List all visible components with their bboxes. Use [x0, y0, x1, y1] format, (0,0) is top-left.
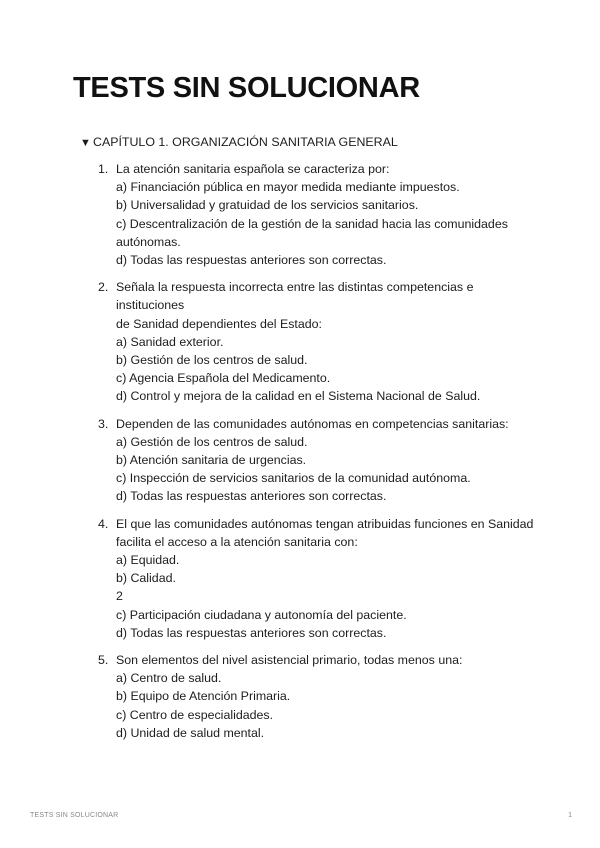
question-text: El que las comunidades autónomas tengan atribuidas funciones en Sanidad — [116, 516, 534, 531]
triangle-down-icon[interactable]: ▼ — [80, 137, 91, 149]
question-item — [98, 651, 538, 742]
question-text: La atención sanitaria española se caracteriza por: — [116, 162, 390, 176]
answer-option: c) Participación ciudadana y autonomía del paciente. — [116, 607, 407, 622]
question-list — [98, 160, 538, 751]
question-text: Son elementos del nivel asistencial primario, todas menos una: — [116, 653, 463, 668]
answer-option: b) Gestión de los centros de salud. — [116, 353, 308, 368]
answer-option: c) Centro de especialidades. — [116, 707, 274, 722]
answer-option: d) Todas las respuestas anteriores son correctas. — [116, 489, 387, 504]
stray-text: 2 — [116, 589, 123, 604]
page-title: TESTS SIN SOLUCIONAR — [73, 72, 420, 104]
question-text: facilita el acceso a la atención sanitaria con: — [116, 534, 358, 549]
answer-option: c) Agencia Española del Medicamento. — [116, 371, 331, 386]
answer-option: a) Centro de salud. — [116, 671, 222, 686]
page-number: 1 — [568, 812, 572, 819]
question-number: 4. — [98, 516, 109, 531]
answer-option: d) Control y mejora de la calidad en el Sistema Nacional de Salud. — [116, 389, 481, 404]
chapter-toggle[interactable] — [80, 135, 398, 149]
question-text: Dependen de las comunidades autónomas en competencias sanitarias: — [116, 416, 509, 431]
answer-option: d) Todas las respuestas anteriores son correctas. — [116, 625, 387, 640]
answer-option: b) Atención sanitaria de urgencias. — [116, 453, 307, 468]
chapter-title: CAPÍTULO 1. ORGANIZACIÓN SANITARIA GENERAL — [93, 135, 398, 149]
question-number: 5. — [98, 653, 109, 668]
answer-option: a) Equidad. — [116, 553, 180, 568]
answer-option: a) Financiación pública en mayor medida mediante impuestos. — [116, 180, 460, 195]
answer-option: c) Inspección de servicios sanitarios de la comunidad autónoma. — [116, 471, 471, 486]
question-number: 1. — [98, 162, 109, 176]
answer-option: a) Gestión de los centros de salud. — [116, 434, 308, 449]
question-number: 3. — [98, 416, 109, 431]
answer-option: b) Calidad. — [116, 571, 176, 586]
answer-option: d) Unidad de salud mental. — [116, 725, 265, 740]
answer-option: b) Equipo de Atención Primaria. — [116, 689, 291, 704]
answer-option: c) Descentralización de la gestión de la sanidad hacia las comunidades autónomas. — [116, 216, 508, 249]
footer-title: TESTS SIN SOLUCIONAR — [30, 812, 119, 819]
question-number: 2. — [98, 280, 109, 295]
question-item — [98, 160, 538, 269]
question-text: de Sanidad dependientes del Estado: — [116, 316, 322, 331]
answer-option: b) Universalidad y gratuidad de los servicios sanitarios. — [116, 198, 419, 213]
question-item — [98, 515, 538, 642]
answer-option: a) Sanidad exterior. — [116, 334, 224, 349]
question-item — [98, 415, 538, 506]
question-text: Señala la respuesta incorrecta entre las distintas competencias e instituciones — [116, 280, 474, 313]
question-item — [98, 278, 538, 405]
answer-option: d) Todas las respuestas anteriores son correctas. — [116, 253, 387, 268]
